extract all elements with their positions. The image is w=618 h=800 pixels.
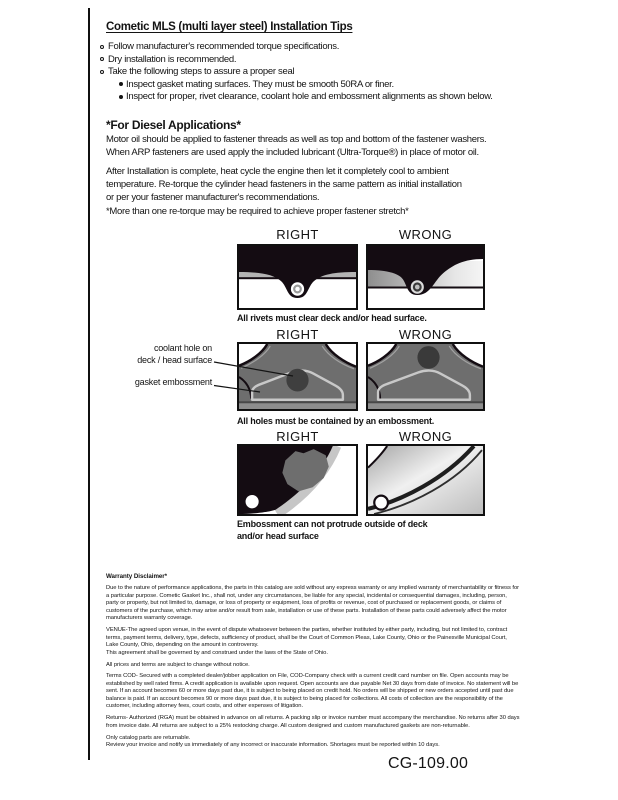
right-label: RIGHT <box>276 327 319 342</box>
rivet-right-diagram <box>237 244 358 310</box>
tip-text: Take the following steps to assure a proper seal <box>108 66 295 78</box>
list-item <box>119 91 540 104</box>
list-item <box>119 79 540 92</box>
tip-text: Inspect gasket mating surfaces. They must be smooth 50RA or finer. <box>126 78 394 90</box>
wrong-label: WRONG <box>398 227 453 242</box>
disclaimer-paragraph: Returns- Authorized (RGA) must be obtained in advance on all returns. A packing slip or invoice number must accompany the merchandise. No returns after 30 days from invoice date. All returns are subject to a 25% restocking charge. All custom designed and custom manufactured gaskets are non-returnable. <box>106 715 520 729</box>
diesel-paragraph: After Installation is complete, heat cycle the engine then let it completely cool to ambient temperature. Re-torque the cylinder head fasteners in the same pattern as initial installation or per your fastener manufacturer's recommendations. <box>106 166 462 204</box>
list-item <box>100 54 540 67</box>
disclaimer-paragraph: All prices and terms are subject to change without notice. <box>106 661 250 668</box>
coolant-hole-wrong-diagram <box>366 342 485 411</box>
rivet-caption: All rivets must clear deck and/or head surface. <box>237 313 427 323</box>
retorque-note: *More than one re-torque may be required to achieve proper fastener stretch* <box>106 206 409 217</box>
embossment-right-illustration <box>239 446 356 514</box>
coolant-hole-wrong-illustration <box>368 344 483 409</box>
installation-tips-list <box>100 41 540 104</box>
gasket-embossment-label: gasket embossment <box>134 377 212 387</box>
tip-text: Follow manufacturer's recommended torque specifications. <box>108 41 340 52</box>
embossment-wrong-diagram <box>366 444 485 516</box>
embossment-wrong-illustration <box>368 446 483 514</box>
coolant-hole-right-diagram <box>237 342 358 411</box>
document-code: CG-109.00 <box>388 755 469 772</box>
circle-bullet-icon <box>100 45 104 49</box>
coolant-hole-right-illustration <box>239 344 356 409</box>
holes-caption: All holes must be contained by an embossment. <box>237 416 435 426</box>
rivet-wrong-diagram <box>366 244 485 310</box>
right-label: RIGHT <box>276 429 319 444</box>
warranty-disclaimer <box>106 573 520 754</box>
wrong-label: WRONG <box>398 327 453 342</box>
rivet-wrong-illustration <box>368 246 483 308</box>
embossment-right-diagram <box>237 444 358 516</box>
page-left-border <box>88 8 90 760</box>
dot-bullet-icon <box>119 82 123 86</box>
wrong-label: WRONG <box>398 429 453 444</box>
circle-bullet-icon <box>100 57 104 61</box>
list-item <box>100 66 540 79</box>
disclaimer-paragraph: VENUE-The agreed upon venue, in the event of dispute whatsoever between the parties, whether instituted by either party, including, but not limited to, contract terms, payment terms, delivery, type, defects, sufficiency of product, shall be the Court of Common Pleas, Lake County, Ohio or the Painesville Municipal Court, Lake County, Ohio, depending on the amount in controversy. This agreement shall be governed by and construed under the laws of the State of Ohio. <box>106 627 508 656</box>
circle-bullet-icon <box>100 70 104 74</box>
page-title: Cometic MLS (multi layer steel) Installation Tips <box>106 21 353 33</box>
rivet-right-illustration <box>239 246 356 308</box>
right-label: RIGHT <box>276 227 319 242</box>
dot-bullet-icon <box>119 95 123 99</box>
disclaimer-paragraph: Terms COD- Secured with a completed dealer/jobber application on File, COD-Company check with a current credit card number on file. Open accounts may be established by well rated firms. A credit application is available upon request. Open accounts are due payable Net 30 days from date of invoice. No statement will be sent. If an account becomes 60 or more days past due, it is subject to being placed on credit hold. No orders will be shipped or new orders accepted until past due balance is paid. If an account becomes 90 or more days past due, it is subject to being placed for collections. All costs of collection are the responsibility of the customer, including attorney fees, court costs, and other expenses of litigation. <box>106 673 519 710</box>
disclaimer-heading: Warranty Disclaimer* <box>106 573 168 580</box>
diesel-applications-heading: *For Diesel Applications* <box>106 118 241 132</box>
disclaimer-paragraph: Only catalog parts are returnable. Review your invoice and notify us immediately of any incorrect or inaccurate information. Shortages must be reported within 10 days. <box>106 734 440 749</box>
coolant-hole-label: coolant hole on deck / head surface <box>137 343 212 365</box>
diesel-paragraph: Motor oil should be applied to fastener threads as well as top and bottom of the fastener washers. When ARP fasteners are used apply the included lubricant (Ultra-Torque®) in place of motor oil. <box>106 134 487 159</box>
embossment-caption: Embossment can not protrude outside of deck and/or head surface <box>237 519 428 541</box>
list-item <box>100 41 540 54</box>
tip-text: Inspect for proper, rivet clearance, coolant hole and embossment alignments as shown below. <box>126 91 493 103</box>
disclaimer-paragraph: Due to the nature of performance applications, the parts in this catalog are sold without any express warranty or any implied warranty of merchantability or fitness for a particular purpose. Cometic Gasket Inc., shall not, under any circumstances, be liable for any special, incidental or consequential damages, including, person, party or property, but not limited to, damage, or loss of property or equipment, loss of profits or revenue, cost of purchased or replacement goods, or claims of customers of the purchase, which may arise and/or result from sale, installation or use of these parts. Installation of these parts could adversely affect the motor manufacturers warranty coverage. <box>106 585 520 622</box>
tip-text: Dry installation is recommended. <box>108 53 237 65</box>
